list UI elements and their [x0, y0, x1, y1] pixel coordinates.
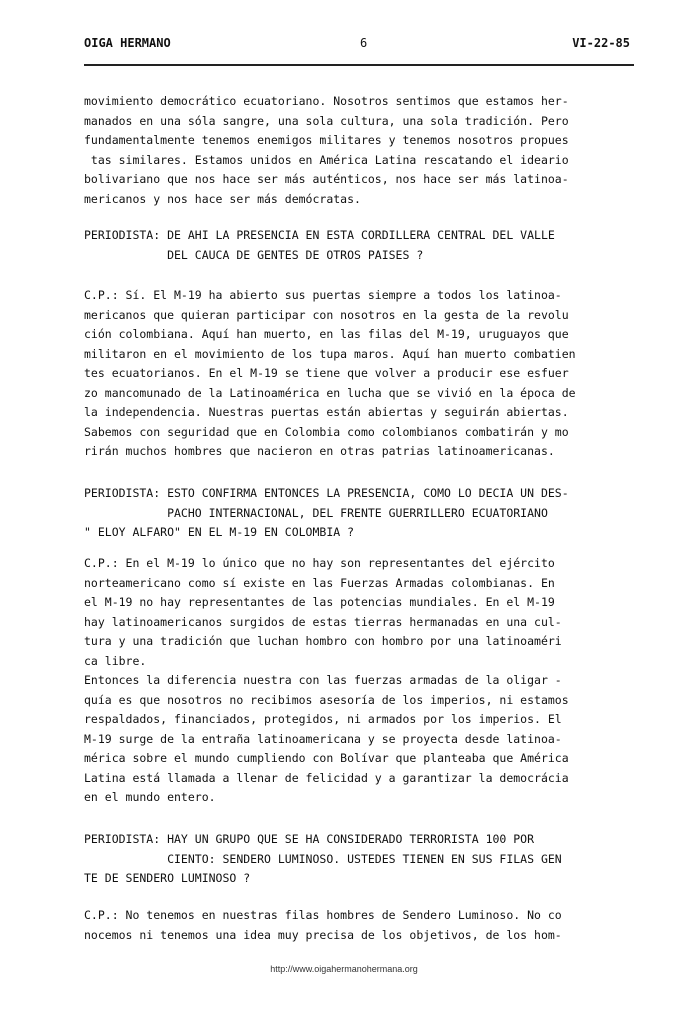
- text-line: zo mancomunado de la Latinoamérica en lucha que se vivió en la época de: [84, 385, 576, 400]
- text-line: Latina está llamada a llenar de felicidad y a garantizar la democrácia: [84, 770, 569, 785]
- text-line: " ELOY ALFARO" EN EL M-19 EN COLOMBIA ?: [84, 525, 355, 539]
- text-line: DEL CAUCA DE GENTES DE OTROS PAISES ?: [84, 247, 424, 262]
- header-rule: [84, 64, 634, 66]
- text-line: C.P.: En el M-19 lo único que no hay son representantes del ejército: [84, 556, 555, 570]
- text-line: el M-19 no hay representantes de las potencias mundiales. En el M-19: [84, 595, 555, 609]
- text-line: nocemos ni tenemos una idea muy precisa de los objetivos, de los hom-: [84, 927, 562, 942]
- question-1: [84, 226, 555, 265]
- text-line: Sabemos con seguridad que en Colombia como colombianos combatirán y mo: [84, 424, 569, 439]
- text-line: CIENTO: SENDERO LUMINOSO. USTEDES TIENEN EN SUS FILAS GEN: [84, 851, 562, 866]
- answer-3: [84, 906, 562, 945]
- text-line: en el mundo entero.: [84, 790, 216, 804]
- text-line: PERIODISTA: HAY UN GRUPO QUE SE HA CONSIDERADO TERRORISTA 100 POR: [84, 832, 535, 846]
- page-header: [84, 36, 630, 56]
- answer-2: [84, 554, 569, 808]
- text-line: C.P.: Sí. El M-19 ha abierto sus puertas siempre a todos los latinoa-: [84, 288, 562, 302]
- text-line: TE DE SENDERO LUMINOSO ?: [84, 871, 251, 885]
- text-line: bolivariano que nos hace ser más auténticos, nos hace ser más latinoa-: [84, 172, 569, 186]
- text-line: tes ecuatorianos. En el M-19 se tiene que volver a producir ese esfuer: [84, 366, 569, 380]
- text-line: M-19 surge de la entraña latinoamericana y se proyecta desde latinoa-: [84, 731, 562, 746]
- text-line: rirán muchos hombres que nacieron en otras patrias latinoamericanas.: [84, 444, 555, 458]
- page-number: 6: [360, 36, 368, 50]
- text-line: ca libre.: [84, 653, 147, 668]
- text-line: quía es que nosotros no recibimos asesoría de los imperios, ni estamos: [84, 692, 569, 707]
- text-line: mérica sobre el mundo cumpliendo con Bolívar que planteaba que América: [84, 751, 569, 765]
- issue-date: VI-22-85: [572, 36, 630, 50]
- text-line: movimiento democrático ecuatoriano. Nosotros sentimos que estamos her-: [84, 94, 569, 108]
- text-line: militaron en el movimiento de los tupa maros. Aquí han muerto combatien: [84, 346, 576, 361]
- text-line: norteamericano como sí existe en las Fuerzas Armadas colombianas. En: [84, 575, 555, 590]
- question-3: [84, 830, 562, 889]
- text-line: fundamentalmente tenemos enemigos militares y tenemos nosotros propues: [84, 133, 569, 147]
- question-2: [84, 484, 569, 543]
- text-line: respaldados, financiados, protegidos, ni armados por los imperios. El: [84, 712, 562, 726]
- paragraph-intro: [84, 92, 569, 209]
- text-line: ción colombiana. Aquí han muerto, en las filas del M-19, uruguayos que: [84, 327, 569, 341]
- text-line: PACHO INTERNACIONAL, DEL FRENTE GUERRILLERO ECUATORIANO: [84, 505, 548, 520]
- answer-1: [84, 286, 576, 462]
- text-line: mericanos y nos hace ser más demócratas.: [84, 191, 361, 206]
- text-line: mericanos que quieran participar con nosotros en la gesta de la revolu: [84, 307, 569, 322]
- text-line: C.P.: No tenemos en nuestras filas hombres de Sendero Luminoso. No co: [84, 908, 562, 922]
- footer-url: http://www.oigahermanohermana.org: [270, 964, 418, 974]
- publication-title: OIGA HERMANO: [84, 36, 171, 50]
- text-line: tura y una tradición que luchan hombro con hombro por una latinoaméri: [84, 634, 562, 648]
- text-line: hay latinoamericanos surgidos de estas tierras hermanadas en una cul-: [84, 614, 562, 629]
- text-line: Entonces la diferencia nuestra con las fuerzas armadas de la oligar -: [84, 673, 562, 687]
- text-line: PERIODISTA: ESTO CONFIRMA ENTONCES LA PRESENCIA, COMO LO DECIA UN DES-: [84, 486, 569, 500]
- text-line: tas similares. Estamos unidos en América Latina rescatando el ideario: [84, 152, 569, 167]
- text-line: la independencia. Nuestras puertas están abiertas y seguirán abiertas.: [84, 405, 569, 419]
- text-line: PERIODISTA: DE AHI LA PRESENCIA EN ESTA CORDILLERA CENTRAL DEL VALLE: [84, 228, 555, 242]
- text-line: manados en una sóla sangre, una sola cultura, una sola tradición. Pero: [84, 113, 569, 128]
